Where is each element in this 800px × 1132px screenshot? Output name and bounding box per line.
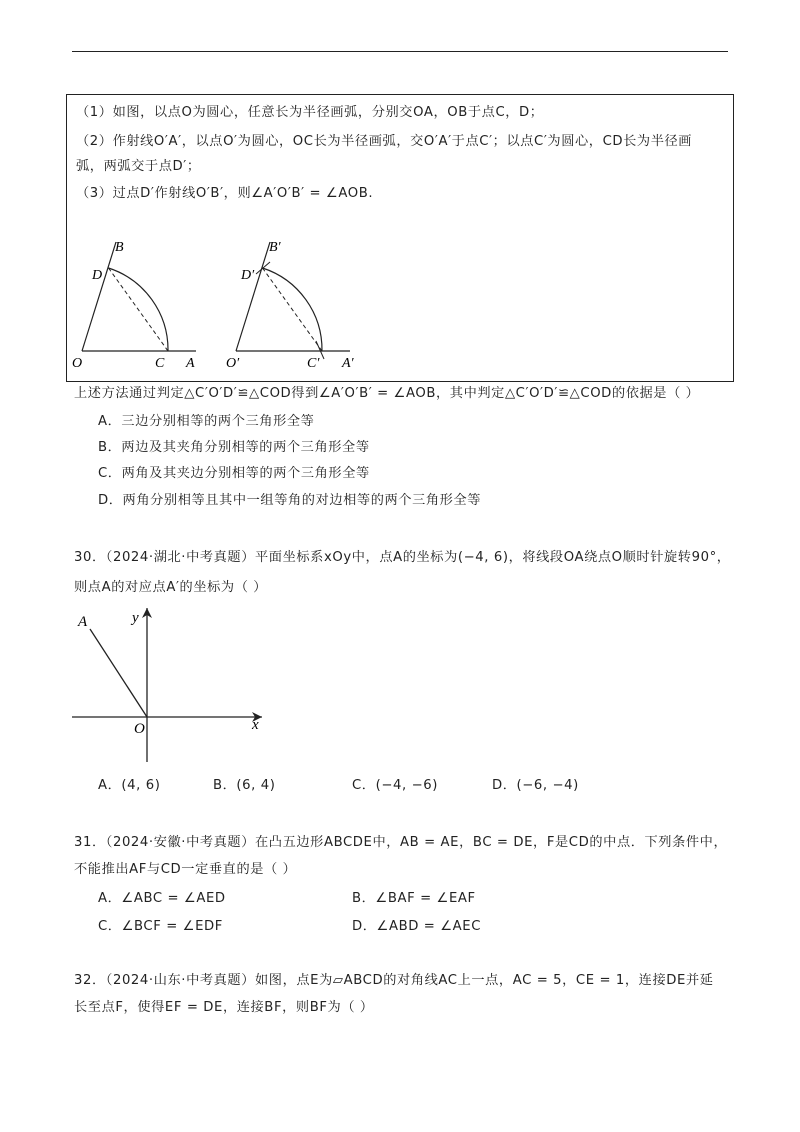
q29-option-b: B．两边及其夹角分别相等的两个三角形全等	[98, 440, 370, 455]
q29-option-a: A．三边分别相等的两个三角形全等	[98, 414, 315, 429]
label-B-prime: B′	[269, 240, 281, 255]
label-D: D	[92, 268, 103, 283]
graph-label-A: A	[78, 614, 88, 630]
header-rule	[72, 51, 728, 52]
construction-figures	[66, 228, 386, 374]
graph-label-x: x	[252, 717, 259, 733]
step-2-line-1: （2）作射线O′A′，以点O′为圆心，OC长为半径画弧，交O′A′于点C′；以点C′为圆心，CD长为半径画	[76, 134, 693, 149]
q30-line-1: 30．（2024·湖北·中考真题）平面坐标系xOy中，点A的坐标为(−4, 6)，将线段OA绕点O顺时针旋转90°，	[74, 550, 731, 565]
label-C-prime: C′	[307, 356, 320, 371]
label-O: O	[72, 356, 83, 371]
label-C: C	[155, 356, 165, 371]
q31-option-c: C．∠BCF = ∠EDF	[98, 919, 223, 934]
q31-line-1: 31．（2024·安徽·中考真题）在凸五边形ABCDE中，AB = AE，BC = DE，F是CD的中点．下列条件中，	[74, 835, 728, 850]
graph-label-y: y	[132, 610, 139, 626]
figure-original	[72, 240, 196, 371]
q32-line-1: 32．（2024·山东·中考真题）如图，点E为▱ABCD的对角线AC上一点，AC = 5，CE = 1，连接DE并延	[74, 973, 714, 988]
step-3: （3）过点D′作射线O′B′，则∠A′O′B′ = ∠AOB.	[76, 186, 374, 201]
q30-option-b: B．(6, 4)	[213, 778, 276, 793]
label-D-prime: D′	[241, 268, 255, 283]
q31-option-a: A．∠ABC = ∠AED	[98, 891, 226, 906]
q30-coordinate-graph	[66, 600, 276, 766]
q29-option-d: D．两角分别相等且其中一组等角的对边相等的两个三角形全等	[98, 493, 482, 508]
figure-constructed	[226, 240, 355, 371]
step-1: （1）如图，以点O为圆心，任意长为半径画弧，分别交OA，OB于点C，D；	[76, 105, 544, 120]
q29-stem: 上述方法通过判定△C′O′D′≌△COD得到∠A′O′B′ = ∠AOB，其中判定△C′O′D′≌△COD的依据是（ ）	[74, 386, 700, 401]
q30-option-c: C．(−4, −6)	[352, 778, 438, 793]
q30-option-d: D．(−6, −4)	[492, 778, 579, 793]
q29-option-c: C．两角及其夹边分别相等的两个三角形全等	[98, 466, 370, 481]
step-2-line-2: 弧，两弧交于点D′；	[76, 159, 201, 174]
label-B: B	[115, 240, 124, 255]
label-A-prime: A′	[342, 356, 354, 371]
q31-line-2: 不能推出AF与CD一定垂直的是（ ）	[74, 862, 297, 877]
graph-label-O: O	[134, 721, 145, 737]
q30-option-a: A．(4, 6)	[98, 778, 161, 793]
q32-line-2: 长至点F，使得EF = DE，连接BF，则BF为（ ）	[74, 1000, 374, 1015]
label-A: A	[186, 356, 195, 371]
q31-option-b: B．∠BAF = ∠EAF	[352, 891, 476, 906]
label-O-prime: O′	[226, 356, 240, 371]
q31-option-d: D．∠ABD = ∠AEC	[352, 919, 482, 934]
q30-line-2: 则点A的对应点A′的坐标为（ ）	[74, 580, 268, 595]
